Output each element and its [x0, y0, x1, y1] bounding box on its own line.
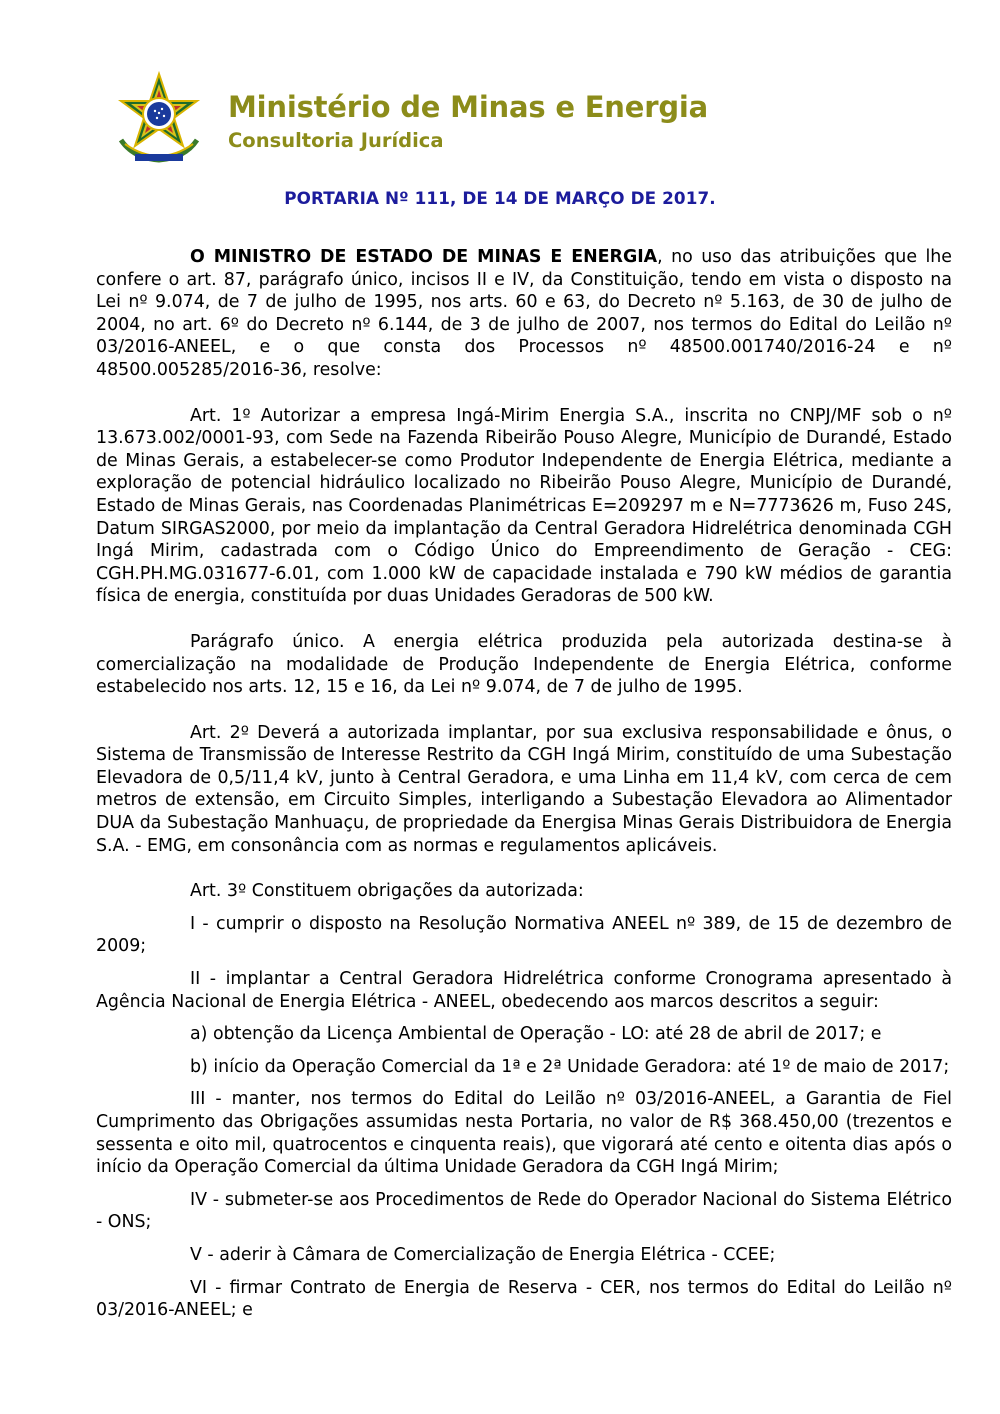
- department-name: Consultoria Jurídica: [228, 129, 444, 152]
- article-3-item-vi: VI - firmar Contrato de Energia de Reserva - CER, nos termos do Edital do Leilão nº 03/2016-ANEEL; e: [96, 1277, 952, 1321]
- coat-of-arms-icon: [113, 70, 205, 166]
- article-3-item-ii-a: a) obtenção da Licença Ambiental de Operação - LO: até 28 de abril de 2017; e: [190, 1024, 882, 1045]
- preamble-text: , no uso das atribuições que lhe confere o art. 87, parágrafo único, incisos II e IV, da Constituição, tendo em vista o disposto na Lei nº 9.074, de 7 de julho de 1995, nos arts. 60 e 63, do Decreto nº 5.163, de 30 de julho de 2004, no art. 6º do Decreto nº 6.144, de 3 de julho de 2007, nos termos do Edital do Leilão nº 03/2016-ANEEL, e o que consta dos Processos nº 48500.001740/2016-24 e nº 48500.005285/2016-36, resolve:: [96, 247, 953, 380]
- preamble-authority: O MINISTRO DE ESTADO DE MINAS E ENERGIA: [190, 247, 658, 267]
- article-1-sole-paragraph: Parágrafo único. A energia elétrica produzida pela autorizada destina-se à comercialização na modalidade de Produção Independente de Energia Elétrica, conforme estabelecido nos arts. 12, 15 e 16, da Lei nº 9.074, de 7 de julho de 1995.: [96, 631, 952, 698]
- article-3-item-iv: IV - submeter-se aos Procedimentos de Rede do Operador Nacional do Sistema Elétrico - ONS;: [96, 1189, 952, 1233]
- document-body: [96, 246, 952, 1322]
- article-3: Art. 3º Constituem obrigações da autorizada:: [190, 881, 584, 902]
- article-3-item-ii-b: b) início da Operação Comercial da 1ª e 2ª Unidade Geradora: até 1º de maio de 2017;: [190, 1056, 950, 1077]
- document-title: PORTARIA Nº 111, DE 14 DE MARÇO DE 2017.: [284, 188, 716, 208]
- ministry-name: Ministério de Minas e Energia: [228, 90, 708, 124]
- letterhead: [113, 70, 813, 180]
- article-3-item-iii: III - manter, nos termos do Edital do Leilão nº 03/2016-ANEEL, a Garantia de Fiel Cumprimento das Obrigações assumidas nesta Portaria, no valor de R$ 368.450,00 (trezentos e sessenta e oito mil, quatrocentos e cinquenta reais), que vigorará até cento e oitenta dias após o início da Operação Comercial da última Unidade Geradora da CGH Ingá Mirim;: [96, 1089, 952, 1178]
- article-3-item-ii: II - implantar a Central Geradora Hidrelétrica conforme Cronograma apresentado à Agência Nacional de Energia Elétrica - ANEEL, obedecendo aos marcos descritos a seguir:: [96, 969, 952, 1012]
- article-2: Art. 2º Deverá a autorizada implantar, por sua exclusiva responsabilidade e ônus, o Sistema de Transmissão de Interesse Restrito da CGH Ingá Mirim, constituído de uma Subestação Elevadora de 0,5/11,4 kV, junto à Central Geradora, e uma Linha em 11,4 kV, com cerca de cem metros de extensão, em Circuito Simples, interligando a Subestação Elevadora ao Alimentador DUA da Subestação Manhuaçu, de propriedade da Energisa Minas Gerais Distribuidora de Energia S.A. - EMG, em consonância com as normas e regulamentos aplicáveis.: [96, 722, 952, 856]
- article-1: Art. 1º Autorizar a empresa Ingá-Mirim Energia S.A., inscrita no CNPJ/MF sob o nº 13.673.002/0001-93, com Sede na Fazenda Ribeirão Pouso Alegre, Município de Durandé, Estado de Minas Gerais, a estabelecer-se como Produtor Independente de Energia Elétrica, mediante a exploração de potencial hidráulico localizado no Ribeirão Pouso Alegre, Município de Durandé, Estado de Minas Gerais, nas Coordenadas Planimétricas E=209297 m e N=7773626 m, Fuso 24S, Datum SIRGAS2000, por meio da implantação da Central Geradora Hidrelétrica denominada CGH Ingá Mirim, cadastrada com o Código Único do Empreendimento de Geração - CEG: CGH.PH.MG.031677-6.01, com 1.000 kW de capacidade instalada e 790 kW médios de garantia física de energia, constituída por duas Unidades Geradoras de 500 kW.: [96, 405, 952, 607]
- article-3-item-i: I - cumprir o disposto na Resolução Normativa ANEEL nº 389, de 15 de dezembro de 2009;: [96, 913, 952, 957]
- preamble: [96, 246, 952, 382]
- article-3-item-v: V - aderir à Câmara de Comercialização de Energia Elétrica - CCEE;: [190, 1244, 776, 1265]
